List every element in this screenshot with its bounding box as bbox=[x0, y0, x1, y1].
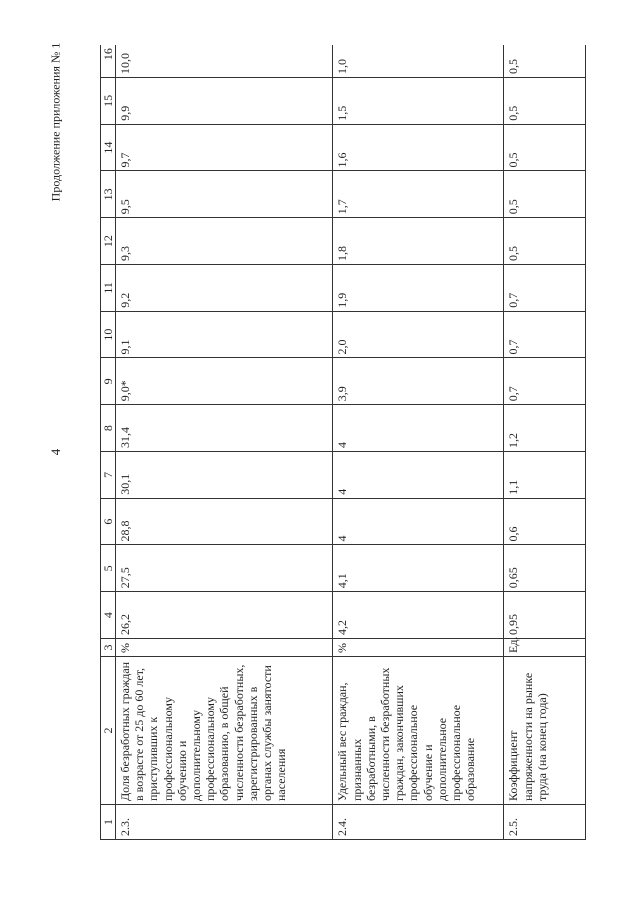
value-cell: 4 bbox=[333, 452, 504, 499]
value-cell: 0,95 bbox=[504, 592, 586, 639]
value-cell: 30,1 bbox=[116, 452, 333, 499]
value-cell: 4 bbox=[333, 498, 504, 545]
value-cell: 1,6 bbox=[333, 124, 504, 171]
table-viewport bbox=[100, 45, 586, 840]
table-row bbox=[333, 45, 504, 840]
value-cell: 4,1 bbox=[333, 545, 504, 592]
header-cell: 2 bbox=[101, 657, 116, 805]
value-cell: 0,5 bbox=[504, 218, 586, 265]
value-cell: 28,8 bbox=[116, 498, 333, 545]
header-cell: 8 bbox=[101, 405, 116, 452]
value-cell: 31,4 bbox=[116, 405, 333, 452]
header-cell: 9 bbox=[101, 358, 116, 405]
value-cell: 3,9 bbox=[333, 358, 504, 405]
value-cell: 0,7 bbox=[504, 358, 586, 405]
header-cell: 4 bbox=[101, 592, 116, 639]
row-number: 2.3. bbox=[116, 805, 333, 840]
header-cell: 3 bbox=[101, 639, 116, 657]
value-cell: 9,1 bbox=[116, 311, 333, 358]
rotated-sheet bbox=[100, 45, 586, 840]
value-cell: 2,0 bbox=[333, 311, 504, 358]
indicator-name: Доля безработных граждан в возрасте от 25 до 60 лет, приступивших к профессиональному обучению и дополнительному профессиональному образованию, в общей численности безработных, зарегистрированных в органах службы занятости населения bbox=[116, 657, 333, 805]
value-cell: 1,9 bbox=[333, 265, 504, 312]
value-cell: 4,2 bbox=[333, 592, 504, 639]
value-cell: 0,7 bbox=[504, 265, 586, 312]
indicators-table bbox=[100, 45, 586, 840]
page-number: 4 bbox=[48, 448, 63, 456]
value-cell: 9,9 bbox=[116, 78, 333, 125]
unit-cell: Ед. bbox=[504, 639, 586, 657]
header-cell: 10 bbox=[101, 311, 116, 358]
header-cell: 14 bbox=[101, 124, 116, 171]
value-cell: 1,5 bbox=[333, 78, 504, 125]
value-cell: 1,1 bbox=[504, 452, 586, 499]
value-cell: 9,7 bbox=[116, 124, 333, 171]
value-cell: 9,3 bbox=[116, 218, 333, 265]
value-cell: 26,2 bbox=[116, 592, 333, 639]
indicator-name: Удельный вес граждан, признанных безработными, в численности безработных граждан, закончивших профессиональное обучение и дополнительное профессиональное образование bbox=[333, 657, 504, 805]
value-cell: 0,5 bbox=[504, 124, 586, 171]
indicator-name: Коэффициент напряженности на рынке труда (на конец года) bbox=[504, 657, 586, 805]
header-row bbox=[101, 45, 116, 840]
value-cell: 1,0 bbox=[333, 45, 504, 78]
value-cell: 9,2 bbox=[116, 265, 333, 312]
table-row bbox=[504, 45, 586, 840]
value-cell: 1,2 bbox=[504, 405, 586, 452]
value-cell: 27,5 bbox=[116, 545, 333, 592]
header-cell: 11 bbox=[101, 265, 116, 312]
unit-cell: % bbox=[116, 639, 333, 657]
header-cell: 13 bbox=[101, 171, 116, 218]
header-cell: 12 bbox=[101, 218, 116, 265]
continuation-label: Продолжение приложения № 1 bbox=[48, 42, 63, 202]
header-cell: 7 bbox=[101, 452, 116, 499]
value-cell: 0,65 bbox=[504, 545, 586, 592]
header-cell: 6 bbox=[101, 498, 116, 545]
header-cell: 15 bbox=[101, 78, 116, 125]
row-number: 2.5. bbox=[504, 805, 586, 840]
value-cell: 0,6 bbox=[504, 498, 586, 545]
value-cell: 0,5 bbox=[504, 78, 586, 125]
value-cell: 0,5 bbox=[504, 171, 586, 218]
value-cell: 1,8 bbox=[333, 218, 504, 265]
value-cell: 9,5 bbox=[116, 171, 333, 218]
value-cell: 0,7 bbox=[504, 311, 586, 358]
header-cell: 16 bbox=[101, 45, 116, 78]
value-cell: 10,0 bbox=[116, 45, 333, 78]
header-cell: 5 bbox=[101, 545, 116, 592]
value-cell: 4 bbox=[333, 405, 504, 452]
value-cell: 9,0* bbox=[116, 358, 333, 405]
value-cell: 1,7 bbox=[333, 171, 504, 218]
value-cell: 0,5 bbox=[504, 45, 586, 78]
unit-cell: % bbox=[333, 639, 504, 657]
header-cell: 1 bbox=[101, 805, 116, 840]
row-number: 2.4. bbox=[333, 805, 504, 840]
table-row bbox=[116, 45, 333, 840]
